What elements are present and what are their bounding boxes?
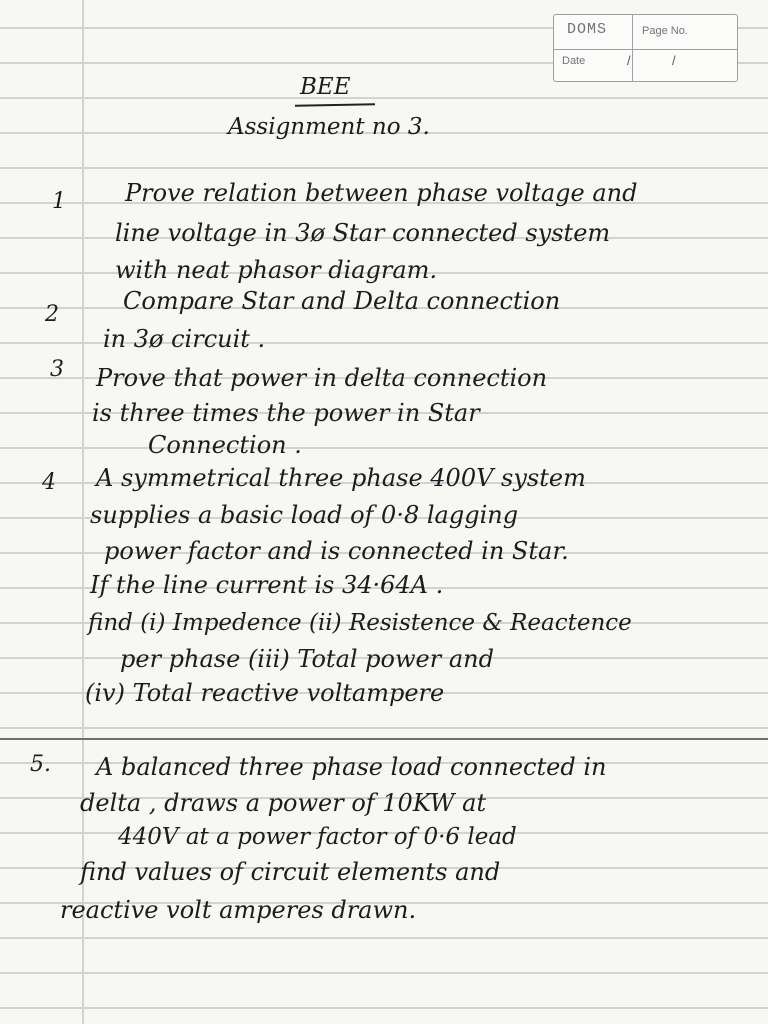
page-no-label: Page No.: [642, 25, 688, 37]
date-label: Date: [562, 55, 586, 67]
page-box-divider: [632, 15, 633, 81]
question-line: line voltage in 3ø Star connected system: [115, 219, 611, 247]
question-number: 2: [45, 302, 59, 327]
question-line: power factor and is connected in Star.: [104, 537, 569, 565]
page-number-box: [553, 14, 738, 82]
section-divider: [0, 738, 768, 740]
question-line: Compare Star and Delta connection: [123, 287, 561, 315]
question-line: find values of circuit elements and: [80, 858, 501, 886]
question-line: supplies a basic load of 0·8 lagging: [90, 501, 519, 529]
question-line: per phase (iii) Total power and: [120, 645, 494, 673]
question-number: 3: [50, 357, 64, 382]
date-separator: /: [627, 53, 631, 68]
question-number: 5.: [30, 752, 51, 777]
question-line: delta , draws a power of 10KW at: [80, 789, 487, 817]
question-number: 4: [42, 470, 56, 495]
page-subtitle: Assignment no 3.: [228, 114, 430, 140]
question-line: 440V at a power factor of 0·6 lead: [118, 824, 517, 850]
question-line: If the line current is 34·64A .: [90, 571, 444, 599]
page-title: BEE: [300, 74, 351, 100]
question-line: Prove that power in delta connection: [96, 364, 548, 392]
question-line: with neat phasor diagram.: [115, 256, 438, 284]
question-line: A symmetrical three phase 400V system: [96, 464, 586, 492]
question-line: in 3ø circuit .: [103, 325, 266, 353]
question-line: find (i) Impedence (ii) Resistence & Reactence: [88, 610, 632, 636]
question-line: reactive volt amperes drawn.: [60, 896, 417, 924]
question-line: Prove relation between phase voltage and: [125, 179, 638, 207]
question-number: 1: [52, 189, 66, 214]
question-line: (iv) Total reactive voltampere: [85, 679, 445, 707]
title-underline: [295, 103, 375, 106]
question-line: Connection .: [148, 431, 302, 459]
page-box-divider: [554, 49, 737, 50]
date-separator: /: [672, 53, 676, 68]
brand-logo: DOMS: [567, 21, 608, 38]
question-line: A balanced three phase load connected in: [96, 753, 607, 781]
question-line: is three times the power in Star: [92, 399, 480, 427]
